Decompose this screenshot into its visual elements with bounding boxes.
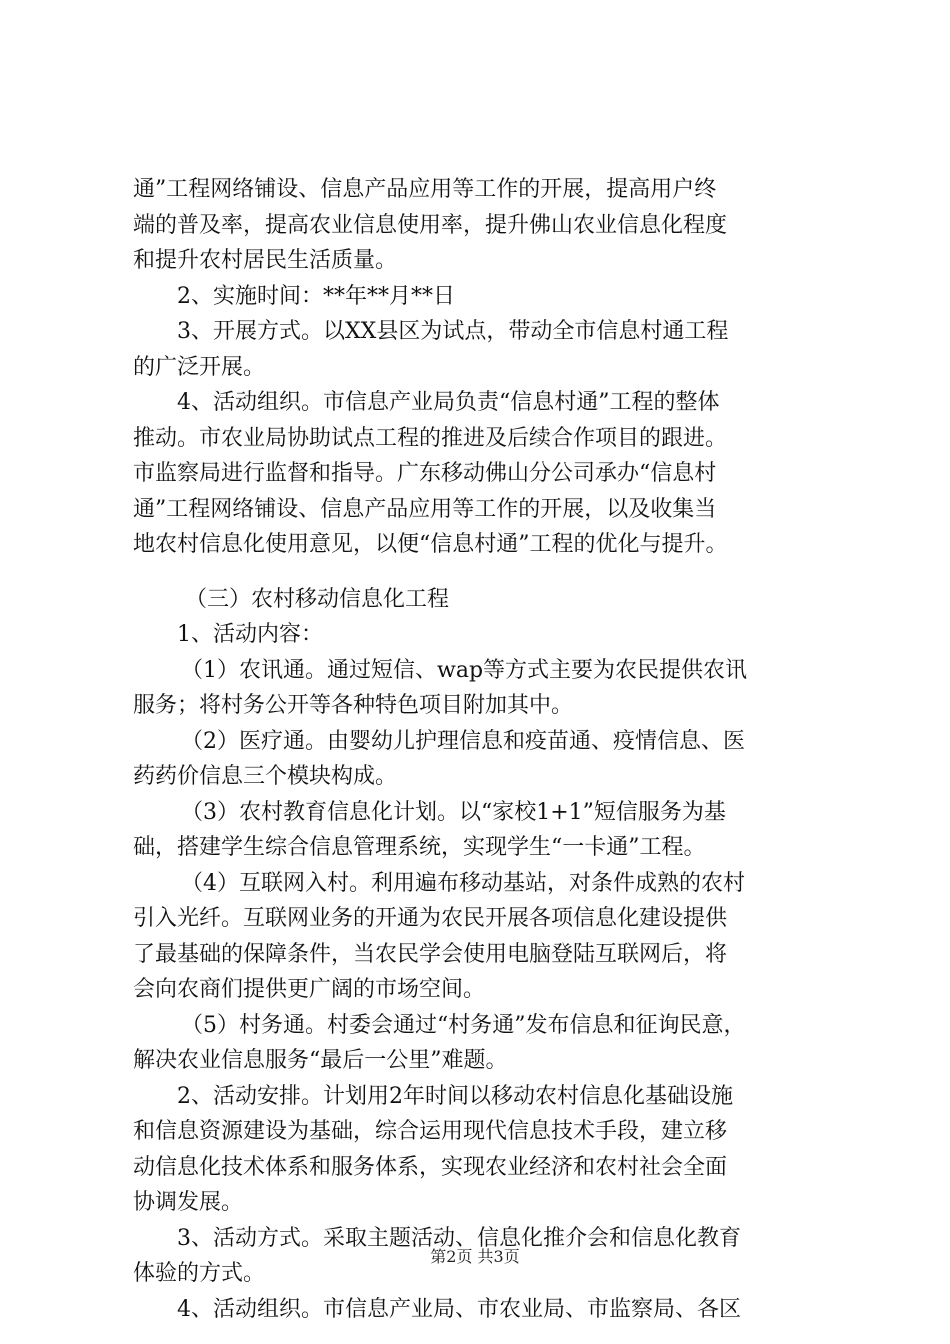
text-line: 2、活动安排。计划用2年时间以移动农村信息化基础设施 bbox=[177, 1083, 733, 1109]
text-line: 3、活动方式。采取主题活动、信息化推介会和信息化教育 bbox=[177, 1225, 741, 1251]
text-line: 端的普及率，提高农业信息使用率，提升佛山农业信息化程度 bbox=[133, 212, 728, 238]
text-line: 和提升农村居民生活质量。 bbox=[133, 248, 398, 273]
section-heading: （三）农村移动信息化工程 bbox=[185, 586, 450, 612]
text-line: 药药价信息三个模块构成。 bbox=[133, 764, 398, 789]
text-line: 推动。市农业局协助试点工程的推进及后续合作项目的跟进。 bbox=[133, 425, 728, 451]
text-line: （3）农村教育信息化计划。以“家校1+1”短信服务为基 bbox=[181, 799, 726, 825]
text-line: 引入光纤。互联网业务的开通为农民开展各项信息化建设提供 bbox=[133, 906, 728, 931]
text-line: 2、实施时间：**年**月**日 bbox=[177, 283, 455, 309]
text-line: 体验的方式。 bbox=[133, 1261, 266, 1286]
text-line: 解决农业信息服务“最后一公里”难题。 bbox=[133, 1048, 508, 1073]
text-line: 地农村信息化使用意见，以便“信息村通”工程的优化与提升。 bbox=[133, 532, 728, 557]
text-line: （1）农讯通。通过短信、wap等方式主要为农民提供农讯 bbox=[181, 657, 748, 683]
text-line: 4、活动组织。市信息产业局、市农业局、市监察局、各区 bbox=[177, 1296, 741, 1322]
document-body bbox=[133, 172, 853, 1327]
text-line: 通”工程网络铺设、信息产品应用等工作的开展，以及收集当 bbox=[133, 496, 717, 522]
text-line: （2）医疗通。由婴幼儿护理信息和疫苗通、疫情信息、医 bbox=[181, 728, 745, 754]
text-line: 动信息化技术体系和服务体系，实现农业经济和农村社会全面 bbox=[133, 1154, 728, 1180]
text-line: 础，搭建学生综合信息管理系统，实现学生“一卡通”工程。 bbox=[133, 835, 706, 860]
paragraph-gap bbox=[133, 563, 853, 582]
text-line: （4）互联网入村。利用遍布移动基站，对条件成熟的农村 bbox=[181, 870, 745, 896]
text-line: 4、活动组织。市信息产业局负责“信息村通”工程的整体 bbox=[177, 390, 720, 415]
text-line: 3、开展方式。以XX县区为试点，带动全市信息村通工程 bbox=[177, 319, 729, 344]
text-line: 了最基础的保障条件，当农民学会使用电脑登陆互联网后，将 bbox=[133, 941, 728, 967]
text-line: 服务；将村务公开等各种特色项目附加其中。 bbox=[133, 693, 574, 718]
text-line: 市监察局进行监督和指导。广东移动佛山分公司承办“信息村 bbox=[133, 461, 717, 486]
text-line: 会向农商们提供更广阔的市场空间。 bbox=[133, 977, 486, 1002]
text-line: 的广泛开展。 bbox=[133, 354, 266, 380]
text-line: 通”工程网络铺设、信息产品应用等工作的开展，提高用户终 bbox=[133, 177, 717, 202]
page-footer: 第2页 共3页 bbox=[430, 1247, 520, 1266]
text-line: 和信息资源建设为基础，综合运用现代信息技术手段，建立移 bbox=[133, 1119, 728, 1144]
text-line: 1、活动内容： bbox=[177, 622, 323, 647]
text-line: 协调发展。 bbox=[133, 1190, 244, 1215]
text-line: （5）村务通。村委会通过“村务通”发布信息和征询民意， bbox=[181, 1012, 746, 1038]
